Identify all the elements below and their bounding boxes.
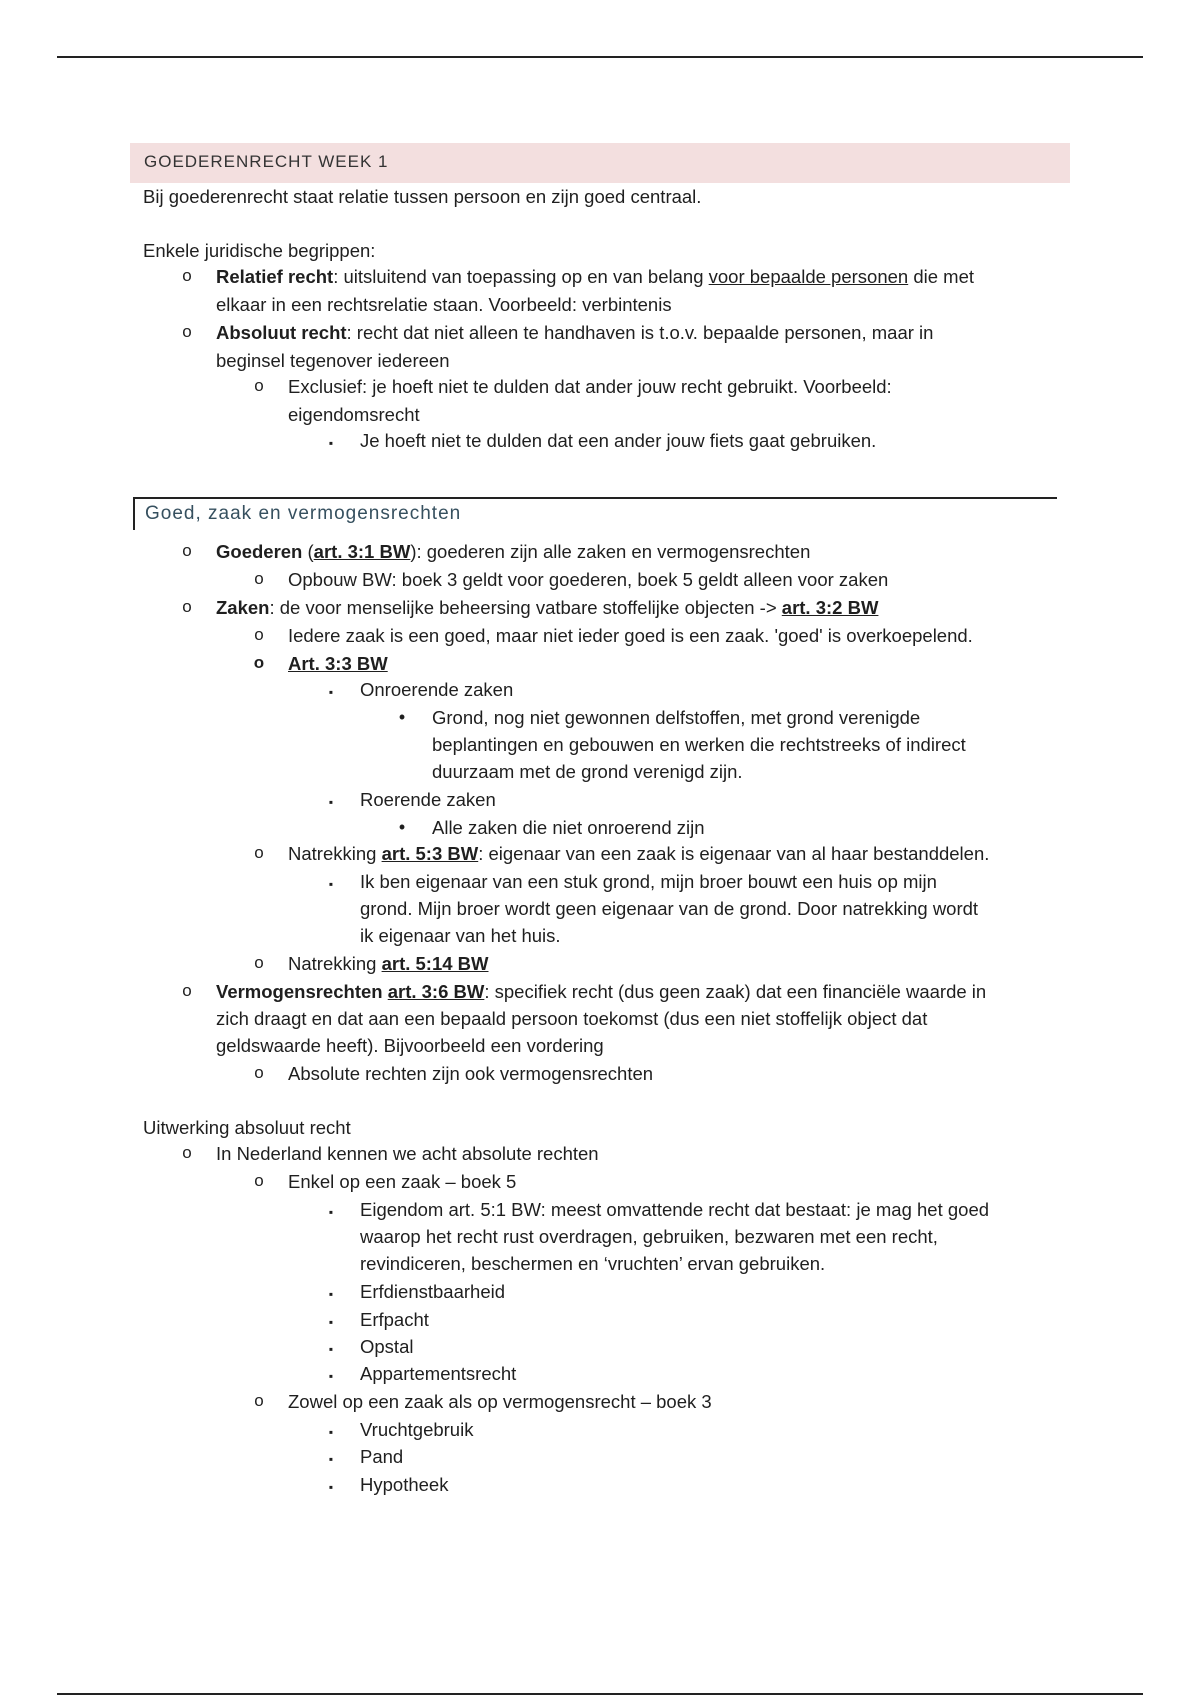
opstal: Opstal xyxy=(360,1336,414,1357)
circle-bullet: o xyxy=(182,1143,192,1162)
goederen-text: ): goederen zijn alle zaken en vermogensrechten xyxy=(410,541,811,562)
fiets-text: Je hoeft niet te dulden dat een ander jouw fiets gaat gebruiken. xyxy=(360,430,877,451)
vermogensrechten-text: : specifiek recht (dus geen zaak) dat een financiële waarde in xyxy=(484,981,987,1002)
grond-line-1: Grond, nog niet gewonnen delfstoffen, met grond verenigde xyxy=(432,707,921,728)
square-bullet: ▪ xyxy=(328,685,334,699)
absolute-rechten-text: Absolute rechten zijn ook vermogensrechten xyxy=(288,1063,654,1084)
exclusief-text: Exclusief: je hoeft niet te dulden dat ander jouw recht gebruikt. Voorbeeld: xyxy=(288,376,892,397)
relatief-text: : uitsluitend van toepassing op en van belang xyxy=(333,266,709,287)
article-ref: art. 3:6 BW xyxy=(387,981,485,1002)
dot-bullet: • xyxy=(398,817,406,837)
broer-line-1: Ik ben eigenaar van een stuk grond, mijn broer bouwt een huis op mijn xyxy=(360,871,937,892)
absoluut-cont: beginsel tegenover iedereen xyxy=(216,350,450,371)
natrekking-text: : eigenaar van een zaak is eigenaar van al haar bestanddelen. xyxy=(478,843,990,864)
square-bullet: ▪ xyxy=(328,1205,334,1219)
goederen-paren: ( xyxy=(302,541,314,562)
circle-bullet: o xyxy=(254,1063,264,1082)
square-bullet: ▪ xyxy=(328,1480,334,1494)
square-bullet: ▪ xyxy=(328,1369,334,1383)
square-bullet: ▪ xyxy=(328,436,334,450)
relatief-underlined: voor bepaalde personen xyxy=(708,266,909,287)
article-ref: art. 3:1 BW xyxy=(313,541,411,562)
grond-line-2: beplantingen en gebouwen en werken die rechtstreeks of indirect xyxy=(432,734,966,755)
article-ref: art. 5:3 BW xyxy=(381,843,479,864)
square-bullet: ▪ xyxy=(328,1287,334,1301)
absoluut-text: : recht dat niet alleen te handhaven is t.o.v. bepaalde personen, maar in xyxy=(346,322,934,343)
nederland-text: In Nederland kennen we acht absolute rechten xyxy=(216,1143,599,1164)
broer-line-3: ik eigenaar van het huis. xyxy=(360,925,561,946)
circle-bullet: o xyxy=(254,843,264,862)
list-item-vermogensrechten xyxy=(216,981,986,1003)
square-bullet: ▪ xyxy=(328,1315,334,1329)
circle-bullet: o xyxy=(254,953,264,972)
vermogensrechten-cont-1: zich draagt en dat aan een bepaald persoon toekomst (dus een niet stoffelijk object dat xyxy=(216,1008,928,1029)
circle-bullet: o xyxy=(182,541,192,560)
erfdienstbaarheid: Erfdienstbaarheid xyxy=(360,1281,506,1302)
relatief-cont: elkaar in een rechtsrelatie staan. Voorbeeld: verbintenis xyxy=(216,294,672,315)
square-bullet: ▪ xyxy=(328,877,334,891)
opbouw-text: Opbouw BW: boek 3 geldt voor goederen, boek 5 geldt alleen voor zaken xyxy=(288,569,889,590)
onroerend-text: Onroerende zaken xyxy=(360,679,514,700)
eigendom-line-1: Eigendom art. 5:1 BW: meest omvattende recht dat bestaat: je mag het goed xyxy=(360,1199,990,1220)
concepts-label: Enkele juridische begrippen: xyxy=(143,240,376,261)
list-item-relatief xyxy=(216,266,974,288)
term-goederen: Goederen xyxy=(216,541,303,562)
intro-text: Bij goederenrecht staat relatie tussen persoon en zijn goed centraal. xyxy=(143,186,702,207)
vermogensrechten-cont-2: geldswaarde heeft). Bijvoorbeeld een vordering xyxy=(216,1035,604,1056)
broer-line-2: grond. Mijn broer wordt geen eigenaar van de grond. Door natrekking wordt xyxy=(360,898,979,919)
heading-week-1: GOEDERENRECHT WEEK 1 xyxy=(130,143,1070,183)
square-bullet: ▪ xyxy=(328,795,334,809)
article-ref: art. 3:2 BW xyxy=(781,597,879,618)
natrekking-5-14 xyxy=(288,953,489,975)
exclusief-cont: eigendomsrecht xyxy=(288,404,420,425)
header-rule xyxy=(57,56,1143,58)
list-item-goederen xyxy=(216,541,810,563)
erfpacht: Erfpacht xyxy=(360,1309,429,1330)
uitwerking-label: Uitwerking absoluut recht xyxy=(143,1117,351,1138)
term-absoluut: Absoluut recht xyxy=(216,322,347,343)
roerend-text: Roerende zaken xyxy=(360,789,496,810)
alle-zaken-text: Alle zaken die niet onroerend zijn xyxy=(432,817,705,838)
circle-bullet: o xyxy=(182,322,192,341)
grond-line-3: duurzaam met de grond verenigd zijn. xyxy=(432,761,743,782)
pand: Pand xyxy=(360,1446,404,1467)
term-zaken: Zaken xyxy=(216,597,270,618)
vruchtgebruik: Vruchtgebruik xyxy=(360,1419,474,1440)
appartementsrecht: Appartementsrecht xyxy=(360,1363,517,1384)
zaken-text: : de voor menselijke beheersing vatbare stoffelijke objecten -> xyxy=(269,597,782,618)
circle-bullet: o xyxy=(182,266,192,285)
circle-bullet: o xyxy=(182,597,192,616)
zowel-text: Zowel op een zaak als op vermogensrecht – boek 3 xyxy=(288,1391,712,1412)
circle-bullet: o xyxy=(254,376,264,395)
circle-bullet: o xyxy=(253,653,265,672)
square-bullet: ▪ xyxy=(328,1342,334,1356)
list-item-zaken xyxy=(216,597,878,619)
enkel-zaak-text: Enkel op een zaak – boek 5 xyxy=(288,1171,517,1192)
footer-rule xyxy=(57,1693,1143,1695)
circle-bullet: o xyxy=(254,1391,264,1410)
circle-bullet: o xyxy=(182,981,192,1000)
square-bullet: ▪ xyxy=(328,1425,334,1439)
square-bullet: ▪ xyxy=(328,1452,334,1466)
article-ref: Art. 3:3 BW xyxy=(288,653,388,674)
circle-bullet: o xyxy=(254,569,264,588)
term-relatief: Relatief recht xyxy=(216,266,334,287)
natrekking-label: Natrekking xyxy=(288,953,382,974)
circle-bullet: o xyxy=(254,1171,264,1190)
heading-goed-zaak: Goed, zaak en vermogensrechten xyxy=(133,497,1057,530)
dot-bullet: • xyxy=(398,707,406,727)
term-vermogensrechten: Vermogensrechten xyxy=(216,981,383,1002)
list-item-absoluut xyxy=(216,322,933,344)
relatief-text-end: die met xyxy=(908,266,974,287)
article-ref: art. 5:14 BW xyxy=(381,953,489,974)
circle-bullet: o xyxy=(254,625,264,644)
art-3-3 xyxy=(288,653,388,675)
hypotheek: Hypotheek xyxy=(360,1474,449,1495)
iedere-zaak-text: Iedere zaak is een goed, maar niet ieder goed is een zaak. 'goed' is overkoepelend. xyxy=(288,625,973,646)
natrekking-label: Natrekking xyxy=(288,843,382,864)
natrekking-5-3 xyxy=(288,843,989,865)
eigendom-line-3: revindiceren, beschermen en ‘vruchten’ ervan gebruiken. xyxy=(360,1253,826,1274)
eigendom-line-2: waarop het recht rust overdragen, gebruiken, bezwaren met een recht, xyxy=(360,1226,938,1247)
